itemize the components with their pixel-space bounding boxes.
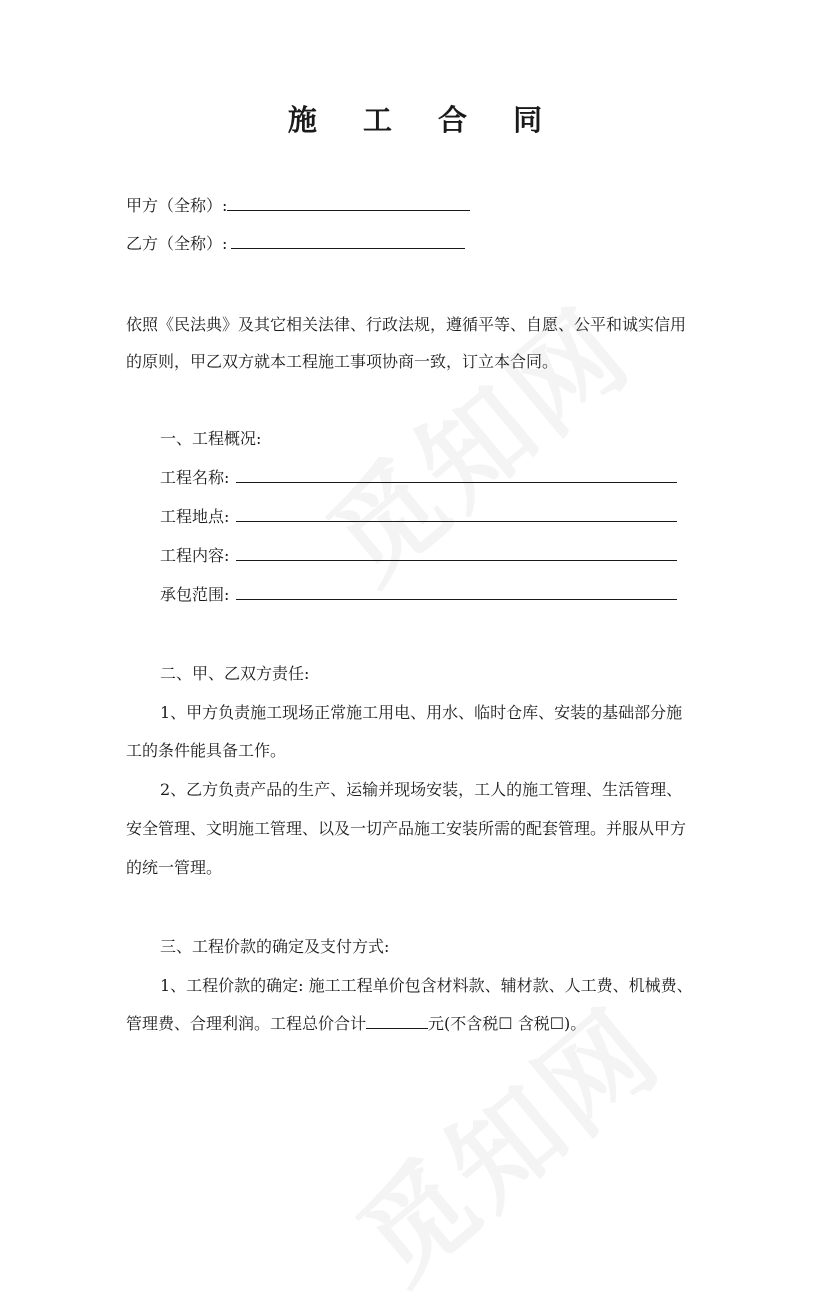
paragraph-line: 2、乙方负责产品的生产、运输并现场安装，工人的施工管理、生活管理、 [160,780,683,799]
field-label: 承包范围: [160,585,230,604]
field-row [160,506,677,528]
paragraph-line: 工的条件能具备工作。 [126,741,287,760]
paragraph-line: 安全管理、文明施工管理、以及一切产品施工安装所需的配套管理。并服从甲方 [126,819,687,838]
section2-heading: 二、甲、乙双方责任: [160,664,310,683]
total-price-prefix: 管理费、合理利润。工程总价合计 [126,1014,367,1033]
paragraph-line: 1、工程价款的确定: 施工工程单价包含材料款、辅材款、人工费、机械费、 [160,976,693,995]
field-row [160,467,677,489]
party-a-blank[interactable] [227,195,470,211]
intro-line: 依照《民法典》及其它相关法律、行政法规，遵循平等、自愿、公平和诚实信用 [126,315,687,334]
field-label: 工程内容: [160,546,230,565]
field-label: 工程名称: [160,468,230,487]
section1-heading: 一、工程概况: [160,429,262,448]
project-name-blank[interactable] [236,467,677,483]
party-a-label: 甲方（全称）: [126,196,228,215]
section3-heading: 三、工程价款的确定及支付方式: [160,937,390,956]
party-b-blank[interactable] [231,233,465,249]
party-b-label: 乙方（全称）: [126,234,228,253]
project-location-blank[interactable] [236,506,677,522]
field-label: 工程地点: [160,507,230,526]
total-price-blank[interactable] [366,1013,428,1029]
paragraph-line [126,1013,586,1035]
party-b-row [126,233,465,255]
project-content-blank[interactable] [236,545,677,561]
document-title: 施 工 合 同 [287,103,561,137]
intro-line: 的原则，甲乙双方就本工程施工事项协商一致，订立本合同。 [126,352,559,371]
field-row [160,545,677,567]
field-row [160,584,677,606]
contract-scope-blank[interactable] [236,584,677,600]
paragraph-line: 1、甲方负责施工现场正常施工用电、用水、临时仓库、安装的基础部分施 [160,703,683,722]
total-price-suffix: 元(不含税☐ 含税☐)。 [428,1014,587,1033]
party-a-row [126,195,470,217]
paragraph-line: 的统一管理。 [126,858,223,877]
